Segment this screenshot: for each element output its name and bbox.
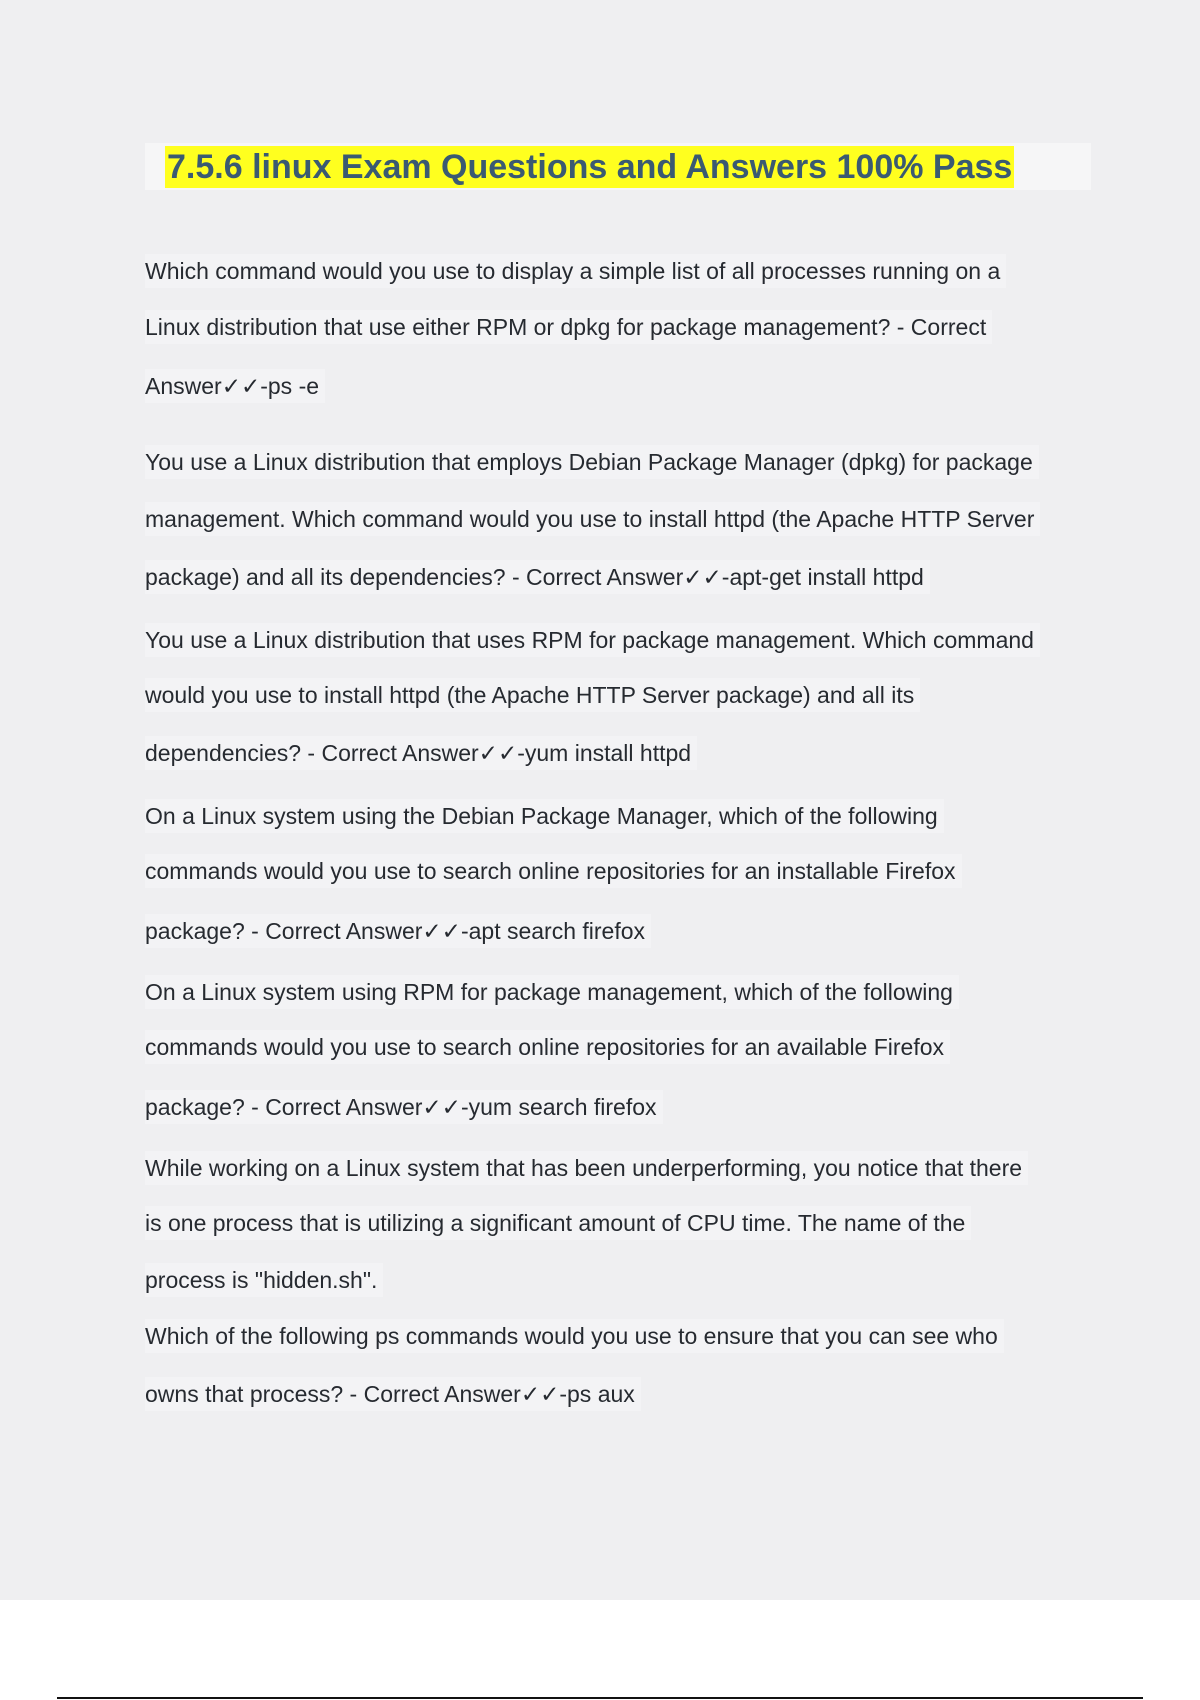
qa-line: On a Linux system using RPM for package management, which of the following [145,975,959,1009]
qa-line: You use a Linux distribution that uses RPM for package management. Which command [145,623,1040,657]
qa-line: Linux distribution that use either RPM or dpkg for package management? - Correct [145,310,992,344]
page-footer [0,1600,1200,1700]
qa-line: While working on a Linux system that has been underperforming, you notice that there [145,1151,1028,1185]
qa-line: process is "hidden.sh". [145,1263,383,1297]
qa-line: management. Which command would you use to install httpd (the Apache HTTP Server [145,502,1040,536]
qa-line: Answer✓✓-ps -e [145,369,325,403]
qa-line: would you use to install httpd (the Apache HTTP Server package) and all its [145,678,920,712]
footer-divider [57,1697,1143,1699]
qa-line: commands would you use to search online repositories for an installable Firefox [145,854,962,888]
qa-line: package) and all its dependencies? - Correct Answer✓✓-apt-get install httpd [145,560,930,594]
qa-line: dependencies? - Correct Answer✓✓-yum install httpd [145,736,697,770]
qa-line: On a Linux system using the Debian Package Manager, which of the following [145,799,944,833]
qa-line: is one process that is utilizing a significant amount of CPU time. The name of the [145,1206,971,1240]
qa-line: owns that process? - Correct Answer✓✓-ps aux [145,1377,641,1411]
qa-line: package? - Correct Answer✓✓-yum search firefox [145,1090,663,1124]
document-title: 7.5.6 linux Exam Questions and Answers 100% Pass [167,148,1013,186]
qa-line: Which of the following ps commands would you use to ensure that you can see who [145,1319,1004,1353]
qa-line: package? - Correct Answer✓✓-apt search firefox [145,914,651,948]
qa-line: Which command would you use to display a simple list of all processes running on a [145,254,1006,288]
qa-line: commands would you use to search online repositories for an available Firefox [145,1030,950,1064]
qa-line: You use a Linux distribution that employs Debian Package Manager (dpkg) for package [145,445,1039,479]
